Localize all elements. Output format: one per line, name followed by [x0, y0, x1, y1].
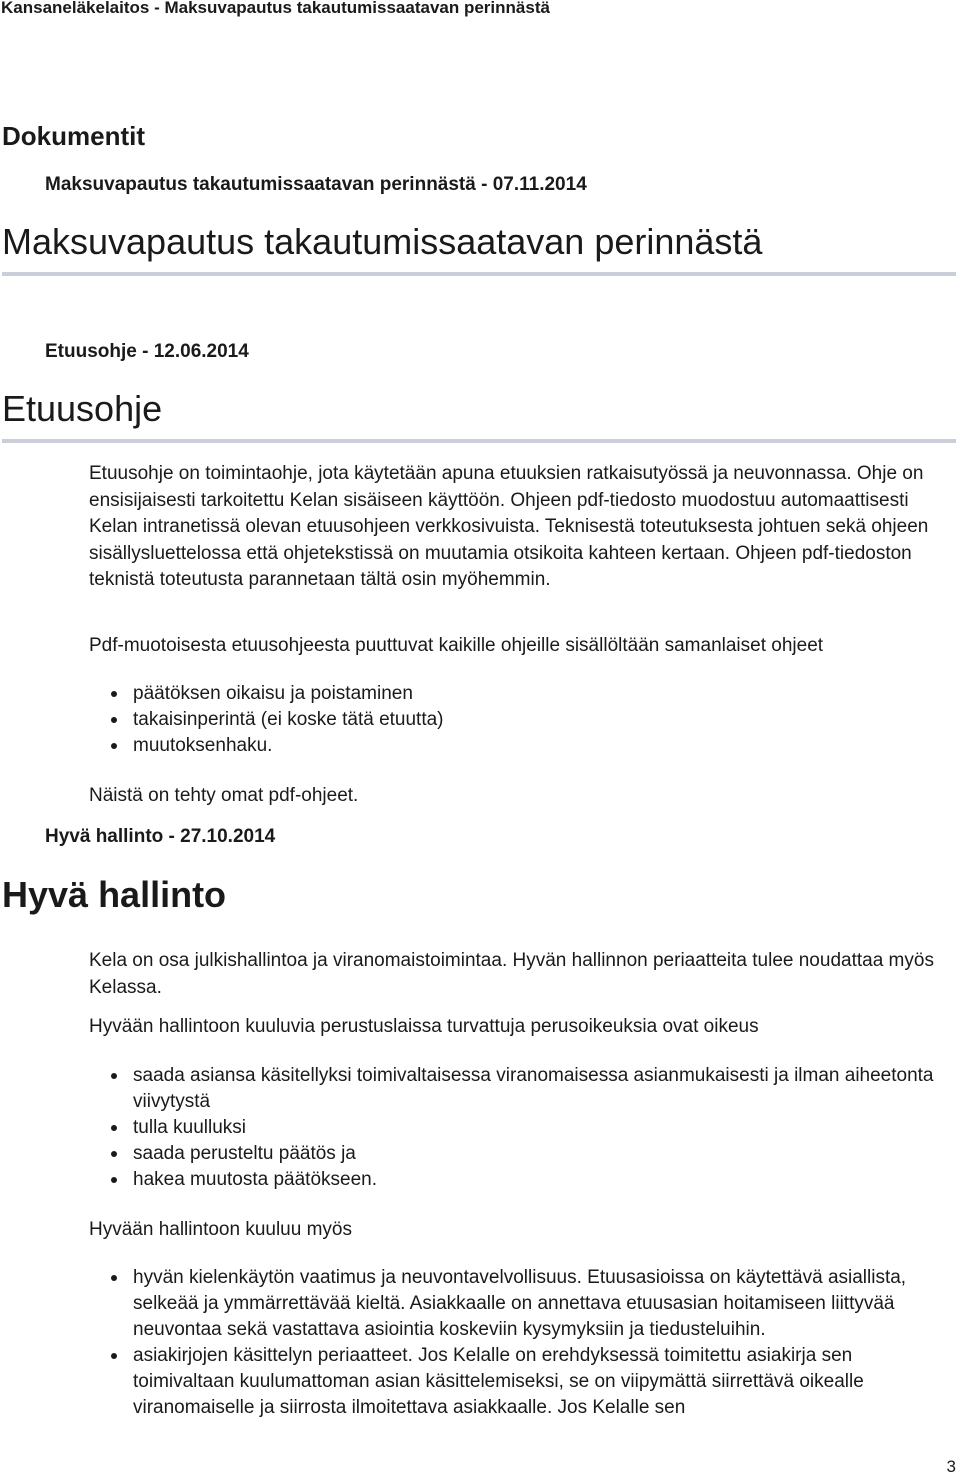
bullet-list [110, 681, 938, 759]
document-date-line: Etuusohje - 12.06.2014 [45, 341, 249, 362]
list-item: päätöksen oikaisu ja poistaminen [110, 681, 938, 707]
list-item: hyvän kielenkäytön vaatimus ja neuvontavelvollisuus. Etuusasioissa on käytettävä asiallista, selkeää ja ymmärrettävää kieltä. Asiakkaalle on annettava etuusasian hoitamiseen liittyvää neuvontaa sekä vastattava asiointia koskeviin kysymyksiin ja tiedusteluihin. [110, 1265, 938, 1343]
document-body [89, 948, 938, 1001]
list-after [89, 783, 938, 810]
list-item: hakea muutosta päätökseen. [110, 1167, 938, 1193]
list-intro [89, 1014, 938, 1041]
document-date-line: Maksuvapautus takautumissaatavan perinnästä - 07.11.2014 [45, 174, 587, 195]
list-item: tulla kuulluksi [110, 1115, 938, 1141]
document-heading: Hyvä hallinto [2, 874, 227, 915]
list-item: takaisinperintä (ei koske tätä etuutta) [110, 707, 938, 733]
paragraph: Hyvään hallintoon kuuluu myös [89, 1219, 352, 1240]
page-number: 3 [946, 1457, 956, 1476]
paragraph: Hyvään hallintoon kuuluvia perustuslaissa turvattuja perusoikeuksia ovat oikeus [89, 1016, 759, 1037]
page-header-title: Kansaneläkelaitos - Maksuvapautus takautumissaatavan perinnästä [1, 0, 550, 17]
bullet-list [110, 1063, 938, 1193]
paragraph: Etuusohje on toimintaohje, jota käytetään apuna etuuksien ratkaisutyössä ja neuvonnassa. Ohje on ensisijaisesti tarkoitettu Kelan sisäiseen käyttöön. Ohjeen pdf-tiedosto muodostuu automaattisesti Kelan intranetissä olevan etuusohjeen verkkosivuista. Teknisestä toteutuksesta johtuen sekä ohjeen sisällysluettelossa että ohjetekstissä on muutamia otsikoita kahteen kertaan. Ohjeen pdf-tiedoston teknistä toteutusta parannetaan tältä osin myöhemmin. [89, 463, 929, 590]
paragraph: Kela on osa julkishallintoa ja viranomaistoimintaa. Hyvän hallinnon periaatteita tulee noudattaa myös Kelassa. [89, 950, 934, 998]
list-item: muutoksenhaku. [110, 733, 938, 759]
list-item: saada asiansa käsitellyksi toimivaltaisessa viranomaisessa asianmukaisesti ja ilman aiheetonta viivytystä [110, 1063, 938, 1115]
document-body [89, 461, 938, 594]
list-intro [89, 633, 938, 660]
document-heading: Etuusohje [2, 389, 956, 443]
list-intro [89, 1217, 938, 1244]
paragraph: Pdf-muotoisesta etuusohjeesta puuttuvat kaikille ohjeille sisällöltään samanlaiset ohjeet [89, 635, 824, 656]
paragraph: Näistä on tehty omat pdf-ohjeet. [89, 785, 359, 806]
list-item: asiakirjojen käsittelyn periaatteet. Jos Kelalle on erehdyksessä toimitettu asiakirja sen toimivaltaan kuulumattoman asian käsittelemiseksi, se on viipymättä siirrettävä oikealle viranomaiselle ja siirrosta ilmoitettava asiakkaalle. Jos Kelalle sen [110, 1343, 938, 1421]
section-title: Dokumentit [2, 121, 145, 151]
list-item: saada perusteltu päätös ja [110, 1141, 938, 1167]
document-date-line: Hyvä hallinto - 27.10.2014 [45, 826, 276, 847]
document-heading: Maksuvapautus takautumissaatavan perinnästä [2, 222, 956, 276]
bullet-list [110, 1265, 938, 1421]
